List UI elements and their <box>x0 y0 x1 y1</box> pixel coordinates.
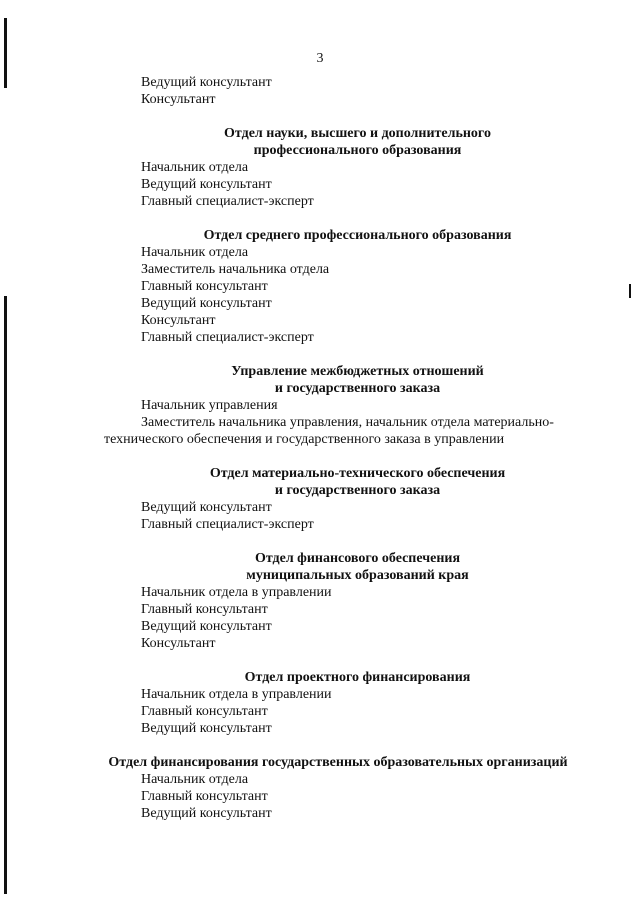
position-line: Главный консультант <box>141 789 268 804</box>
department-heading: и государственного заказа <box>274 483 441 498</box>
department-block <box>0 669 640 737</box>
position-line: Консультант <box>141 92 216 107</box>
page-number: 3 <box>316 51 324 66</box>
department-block <box>0 550 640 652</box>
position-line: Начальник отдела <box>141 772 249 787</box>
position-line: Заместитель начальника отдела <box>141 262 330 277</box>
position-line: Главный специалист-эксперт <box>141 194 314 209</box>
position-line: Главный специалист-эксперт <box>141 330 314 345</box>
position-line: Начальник отдела <box>141 245 249 260</box>
position-line: Ведущий консультант <box>141 721 272 736</box>
department-block <box>0 125 640 210</box>
position-line: Ведущий консультант <box>141 296 272 311</box>
position-line: Консультант <box>141 636 216 651</box>
department-heading: профессионального образования <box>253 143 462 158</box>
department-heading: Отдел финансового обеспечения <box>254 551 461 566</box>
position-line: Начальник отдела в управлении <box>141 687 332 702</box>
position-line: Ведущий консультант <box>141 177 272 192</box>
position-line: Ведущий консультант <box>141 75 272 90</box>
department-block <box>0 363 640 448</box>
position-line: Начальник отдела <box>141 160 249 175</box>
staff-list-block <box>0 74 640 108</box>
department-block <box>0 227 640 346</box>
document-body <box>0 74 640 822</box>
position-line: Консультант <box>141 313 216 328</box>
position-line: Заместитель начальника управления, начальник отдела материально- <box>141 415 554 430</box>
department-heading: Отдел среднего профессионального образования <box>203 228 512 243</box>
department-heading: Управление межбюджетных отношений <box>231 364 484 379</box>
position-line: Начальник отдела в управлении <box>141 585 332 600</box>
position-line: Главный специалист-эксперт <box>141 517 314 532</box>
position-line: Главный консультант <box>141 279 268 294</box>
department-heading: Отдел финансирования государственных образовательных организаций <box>108 755 568 770</box>
department-block <box>0 465 640 533</box>
position-line: Главный консультант <box>141 704 268 719</box>
department-block <box>0 754 640 822</box>
position-line: Начальник управления <box>141 398 278 413</box>
position-line-continuation: технического обеспечения и государственного заказа в управлении <box>104 432 505 447</box>
department-heading: муниципальных образований края <box>246 568 469 583</box>
department-heading: Отдел науки, высшего и дополнительного <box>224 126 491 141</box>
department-heading: и государственного заказа <box>274 381 441 396</box>
department-heading: Отдел проектного финансирования <box>244 670 471 685</box>
position-line: Ведущий консультант <box>141 619 272 634</box>
department-heading: Отдел материально-технического обеспечения <box>209 466 506 481</box>
position-line: Главный консультант <box>141 602 268 617</box>
position-line: Ведущий консультант <box>141 500 272 515</box>
position-line: Ведущий консультант <box>141 806 272 821</box>
